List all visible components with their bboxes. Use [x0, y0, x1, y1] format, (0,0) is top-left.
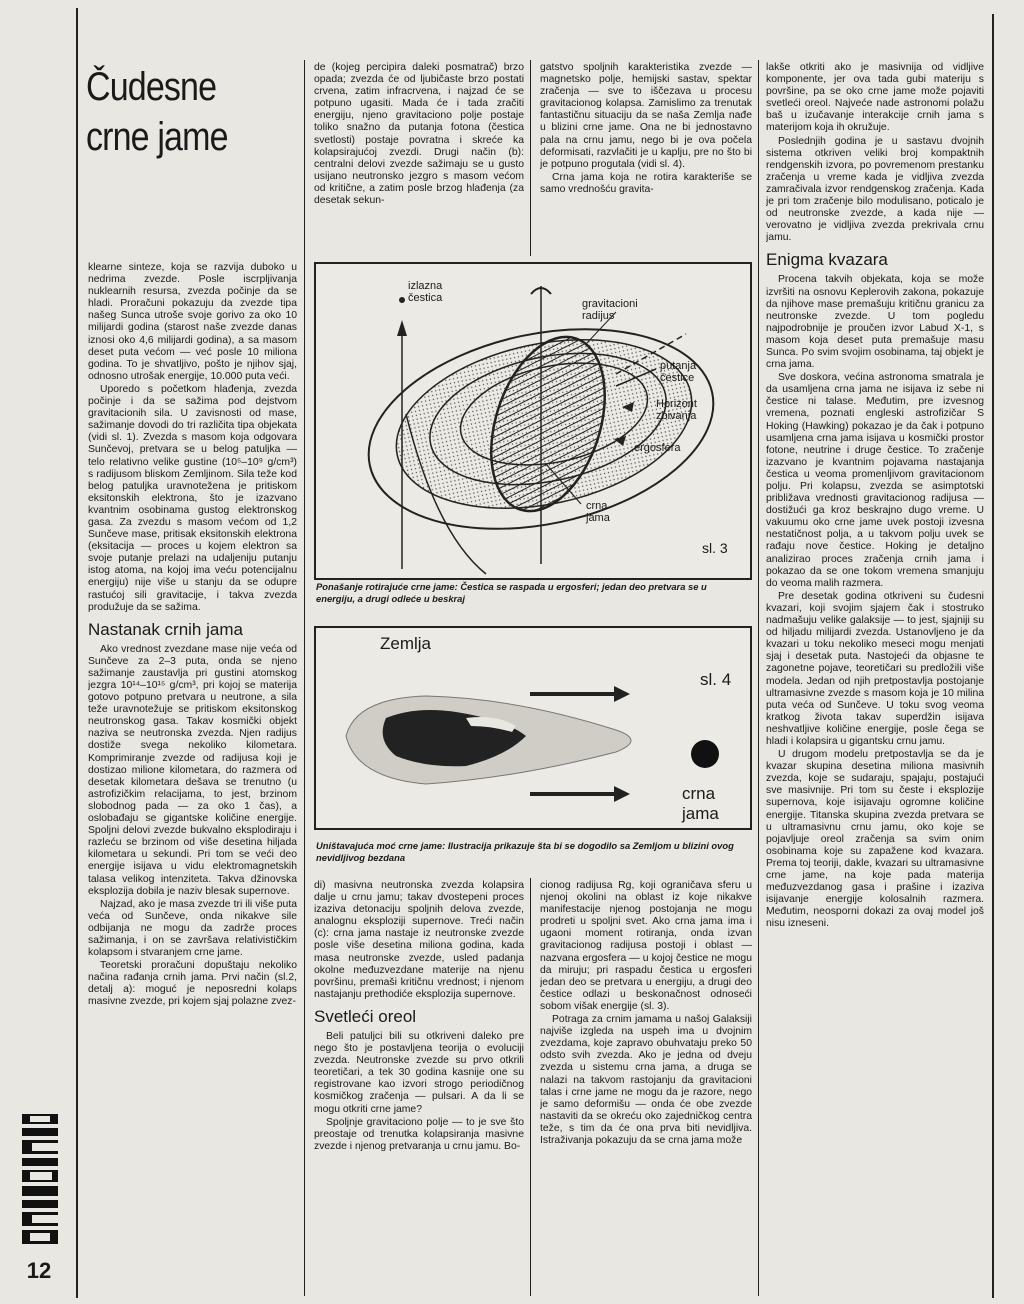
paragraph: Sve doskora, većina astronoma smatrala je da usamljena crna jama ne isijava iz sebe ni čestice ni talase. Međutim, pre izvesnog vremena, poznati engleski astrofizičar S Hoking (Hawking) pokazao je da čak i potpuno usamljena crna jama isijava u kosmički prostor fotone, neutrine i druge čestice. To zračenje izazvano je kvantnim pojavama nastajanja čestica u veoma promenljivom gravitacionom polju. Pri kolapsu, zvezda se asimptotski približava vrednosti gravitacionog radijusa — dostižući ga kroz beskrajno dugo vreme. U vakuumu oko crne jame uvek postoji izvesna nestatičnost polja, a u takvom polju uvek se rađaju nove čestice. Hoking je detaljno analizirao proces zračenja crnih jama i pokazao da se one tokom vremena smanjuju do veoma malih razmera.: [766, 372, 984, 589]
column-2-bottom: [314, 880, 524, 1296]
figure-number: sl. 4: [700, 670, 732, 689]
paragraph: cionog radijusa Rg, koji ograničava sferu u njenoj okolini na oblast iz koje nikakve manifestacije njenog postojanja ne mogu prodreti u spoljni svet. Ako crna jama ima i ugaoni moment rotiranja, onda izvan gravitacionog radijusa postoji i oblast — nazvana ergosfera — u kojoj čestice ne mogu da miruju; pri raspadu čestica u ergosferi jedan deo se pretvara u energiju, a drugi deo čestice odlazi u beskonačnost odnoseći sobom višak energije (sl. 3).: [540, 880, 752, 1012]
column-3-top: [540, 62, 752, 252]
page-number: 12: [26, 1258, 52, 1283]
paragraph: lakše otkriti ako je masivnija od vidljive komponente, jer ova tada gubi materiju s površine, pa se oko crne jame može pojaviti svetleći oreol. Najveće nade astronomi polažu baš u izučavanje interakcije crnih jama s materijom koja ih okružuje.: [766, 62, 984, 134]
paragraph: di) masivna neutronska zvezda kolapsira dalje u crnu jamu; takav dvostepeni proces izaziva detonaciju spoljnih delova zvezde, analognu eksploziji supernove. Treći način (c): crna jama nastaje iz neutronske zvezde posle više desetina miliona godina, kada masa neutronske zvezde, usled padanja okolne međuzvezdane materije na njenu površinu, premaši kritičnu vrednost; i njenom nastajanju prethodiće eksplozija supernove.: [314, 880, 524, 1000]
column-divider-3: [530, 878, 531, 1296]
column-4: [766, 62, 984, 1296]
paragraph: Najzad, ako je masa zvezde tri ili više puta veća od Sunčeve, onda nikakve sile odbijanja ne mogu da zadrže proces sažimanja, i on se završava relativističkim kolapsom i stvaranjem crne jame.: [88, 898, 297, 959]
page-left-rule: [76, 8, 78, 1298]
magazine-logo: [14, 1110, 66, 1250]
label-black-hole: crna jama: [682, 784, 719, 823]
paragraph: gatstvo spoljnih karakteristika zvezde — magnetsko polje, hemijski sastav, spektar zračenja — sve to iščezava u procesu gravitacionog kolapsa. Zamislimo za trenutak fantastičnu situaciju da se naša Zemlja nađe u blizini crne jame. Ona ne bi jednostavno pala na crnu jamu, nego bi je ova počela deformisati, razvlačiti je u kaplju, pre no što bi je potpuno progutala (vidi sl. 4).: [540, 62, 752, 170]
figure-3-caption: Ponašanje rotirajuće crne jame: Čestica se raspada u ergosferi; jedan deo pretvara se u energiju, a drugi odleće u beskraj: [316, 581, 707, 604]
label-event-horizon: Horizont zbivanja: [656, 398, 697, 422]
paragraph: Spoljnje gravitaciono polje — to je sve što preostaje od trenutka kolapsiranja masivne zvezde i njenog pretvaranja u crnu jamu. Bo-: [314, 1116, 524, 1152]
paragraph: de (kojeg percipira daleki posmatrač) brzo opada; zvezda će od ljubičaste brzo postati crvena, zatim infracrvena, i najzad će se potpuno ugasiti. Mada će i tada zračiti energiju, njeno gravitaciono polje postaje toliko snažno da putanja fotona (čestica svetlosti) postaje povratna i skreće ka kolapsirajućoj zvezdi. Drugi način (b): centralni delovi zvezde sažimaju se u gusto usijano neutronsko jezgro s masom većom od kritične, a zatim posle brzog hlađenja (za desetak sekun-: [314, 62, 524, 207]
paragraph: klearne sinteze, koja se razvija duboko u nedrima zvezde. Posle iscrpljivanja nuklearnih resursa, zvezda počinje da se hladi. Proračuni pokazuju da zvezde tipa našeg Sunca utroše svoje gorivo za oko 10 milijardi godina (starost naše zvezde danas iznosi oko 4,6 milijardi godina), a sa masom deset puta većom — već posle 10 miliona godina. To je shvatljivo, pošto je njihov sjaj, odnosno utrošak energije, 10.000 puta veći.: [88, 262, 297, 382]
article-title: Čudesne crne jame: [86, 65, 228, 159]
paragraph: Beli patuljci bili su otkriveni daleko pre nego što je postavljena teorija o evoluciji zvezda. Neutronske zvezde su prvo otkrili teoretičari, a tek 30 godina kasnije one su registrovane kao izvori strogo periodičnog kosmičkog zračenja — pulsari. A da li se mogu otkriti crne jame?: [314, 1030, 524, 1115]
paragraph: Uporedo s početkom hlađenja, zvezda počinje i da se sažima pod dejstvom gravitacionih sila. U zavisnosti od mase, sažimanje dovodi do tri različita tipa objekata (vidi sl. 1). Zvezda s masom koja odgovara Sunčevoj, pretvara se u belog patuljka — telo relativno velike gustine (10⁵–10⁹ g/cm³) s radijusom bliskom Zemljinom. Sila teže kod belog patuljka uravnotežena je pritiskom eksitonskih elektrona, što je izazvano kvantnim osobinama gustog elektronskog gasa. Za zvezdu s masom većom od 1,2 Sunčeve mase, pritisak eksitonskih elektrona (eksitacija — proces u kojem elektron sa svoje putanje prelazi na udaljeniju putanju istog atoma, na kojoj ima veću potencijalnu energiju) nije više u stanju da se odupre rastućoj sili gravitacije, i takva zvezda produžuje da se sažima.: [88, 383, 297, 613]
column-3-bottom: [540, 880, 752, 1296]
paragraph: Poslednjih godina je u sastavu dvojnih sistema otkriven veliki broj kompaktnih rendgenskih izvora, po povremenom prestanku zračenja u vreme kada je vidljiva zvezda zamračivala izvor rendgenskog zračenja. Kada je pri tom zračenje bilo modulisano, poticalo je od neutronske zvezde, a kada nije — verovatno je vidljiva zvezda prekrivala crnu jamu.: [766, 135, 984, 244]
figure-4-caption: Uništavajuća moć crne jame: Ilustracija prikazuje šta bi se dogodilo sa Zemljom u blizini ovog nevidljivog bezdana: [316, 840, 734, 863]
paragraph: Pre desetak godina otkriveni su čudesni kvazari, koji svojim sjajem čak i stostruko nadmašuju velike galaksije — to jest, sjajniji su od hiljadu milijardi zvezda. Ustanovljeno je da kvazari u toku nekoliko meseci mogu menjati sjaj i desetak puta. Nastojeći da objasne te zagonetne pojave, teoretičari su predložili više modela. Jedan od njih pretpostavlja postojanje ultramasivne zvezde s masom koja je 10 milina puta veća od Sunčeve. U toku svog veoma kratkog života takav superdžin isijava neshvatljive količine energije, posle čega se hladi i kolapsira u gigantsku crnu jamu.: [766, 590, 984, 747]
section-heading: Nastanak crnih jama: [88, 619, 243, 639]
label-particle-path: putanja čestice: [660, 360, 697, 384]
label-black-hole: crna jama: [586, 500, 610, 524]
figure-number: sl. 3: [702, 540, 728, 556]
label-outgoing-particle: izlazna čestica: [408, 280, 443, 304]
section-heading: Svetleći oreol: [314, 1006, 417, 1026]
paragraph: Crna jama koja ne rotira karakteriše se samo vrednošću gravita-: [540, 171, 752, 195]
column-divider-4: [758, 60, 759, 1296]
column-2-top: [314, 62, 524, 252]
label-earth: Zemlja: [380, 634, 432, 653]
section-heading: Enigma kvazara: [766, 250, 888, 270]
column-divider-2: [530, 60, 531, 256]
column-divider-1: [304, 60, 305, 1296]
paragraph: Teoretski proračuni dopuštaju nekoliko načina rađanja crnih jama. Prvi način (sl.2, detalj a): moguć je neposredni kolaps masivne zvezde, pri kojem sjaj polazne zvez-: [88, 960, 297, 1008]
label-ergosphere: ergosfera: [634, 442, 681, 454]
paragraph: Potraga za crnim jamama u našoj Galaksiji najviše izgleda na uspeh ima u dvojnim zvezdama, koje zapravo obuhvataju preko 50 odsto svih zvezda. Ako je jedna od dveju zvezda u sistemu crna jama, a druga se nalazi na takvom rastojanju da gravitacioni talas i crne jame ne mogu da je razore, nego je samo deformišu — onda će obe zvezde nastaviti da se okreću oko zajedničkog centra teže, s tim da će ona prva biti nevidljiva. Istraživanja pokazuju da se crna jama može: [540, 1014, 752, 1146]
label-gravitational-radius: gravitacioni radijus: [582, 298, 638, 322]
figure-3: [314, 262, 752, 580]
figure-4: [314, 626, 752, 830]
paragraph: Ako vrednost zvezdane mase nije veća od Sunčeve za 2–3 puta, onda se njeno sažimanje zaustavlja pri gustini atomskog jezgra 10¹⁴–10¹⁵ g/cm³, pri kojoj se materija gotovo potpuno pretvara u neutrone, a sila teže uravnotežuje se pritiskom eksitonskog neutronskog gasa. Takav kosmički objekt naziva se neutronska zvezda. Njen radijus dostiže svega nekoliko kilometara. Komprimiranje zvezde od radijusa koji je dostizao milione kilometara, do razmera od desetak kilometara dešava se trenutno (u astrofizičkim relacijama, to jest, brzinom slobodnog pada — za oko 1 čas), a oslobađaju se gigantske količine energije. Spoljni delovi zvezde bukvalno eksplodiraju i razleću se brzinom od više desetina hiljada kilometara u sekundi. Pri tom se veći deo energije isijava u vidu elektromagnetskih talasa velikog intenziteta. Takva džinovska eksplozija dobila je naziv blesak supernove.: [88, 643, 297, 897]
page-right-rule: [992, 14, 994, 1298]
paragraph: Procena takvih objekata, koja se može izvršiti na osnovu Keplerovih zakona, pokazuje da njihove mase premašuju kritičnu granicu za neutronske zvezde. U tom pogledu najpodrobnije je proučen izvor Labud X-1, s masom koja deset puta premašuje masu Sunca. Po svim svojim osobinama, taj objekt je crna jama.: [766, 274, 984, 371]
column-1: [88, 262, 297, 1296]
paragraph: U drugom modelu pretpostavlja se da je kvazar skupina desetina miliona masivnih zvezda, koje se sudaraju, spajaju, postajući sve masivnije. Pri tom su česte i eksplozije supernova, koje isijavaju ogromne količine energije. Titanska skupina zvezda pretvara se u ultramasivnu crnu jamu, oko koje se pojavljuje oreol zračenja sa svim onim osobinama koje su zapažene kod kvazara. Prema toj teoriji, dakle, kvazari su ultramasivne crne jame, na koje pada materija međuzvezdanog gasa i prašine i izaziva isijavanje energije kolosalnih razmera. Međutim, neosporni dokazi za ovaj model još nisu izneseni.: [766, 749, 984, 930]
